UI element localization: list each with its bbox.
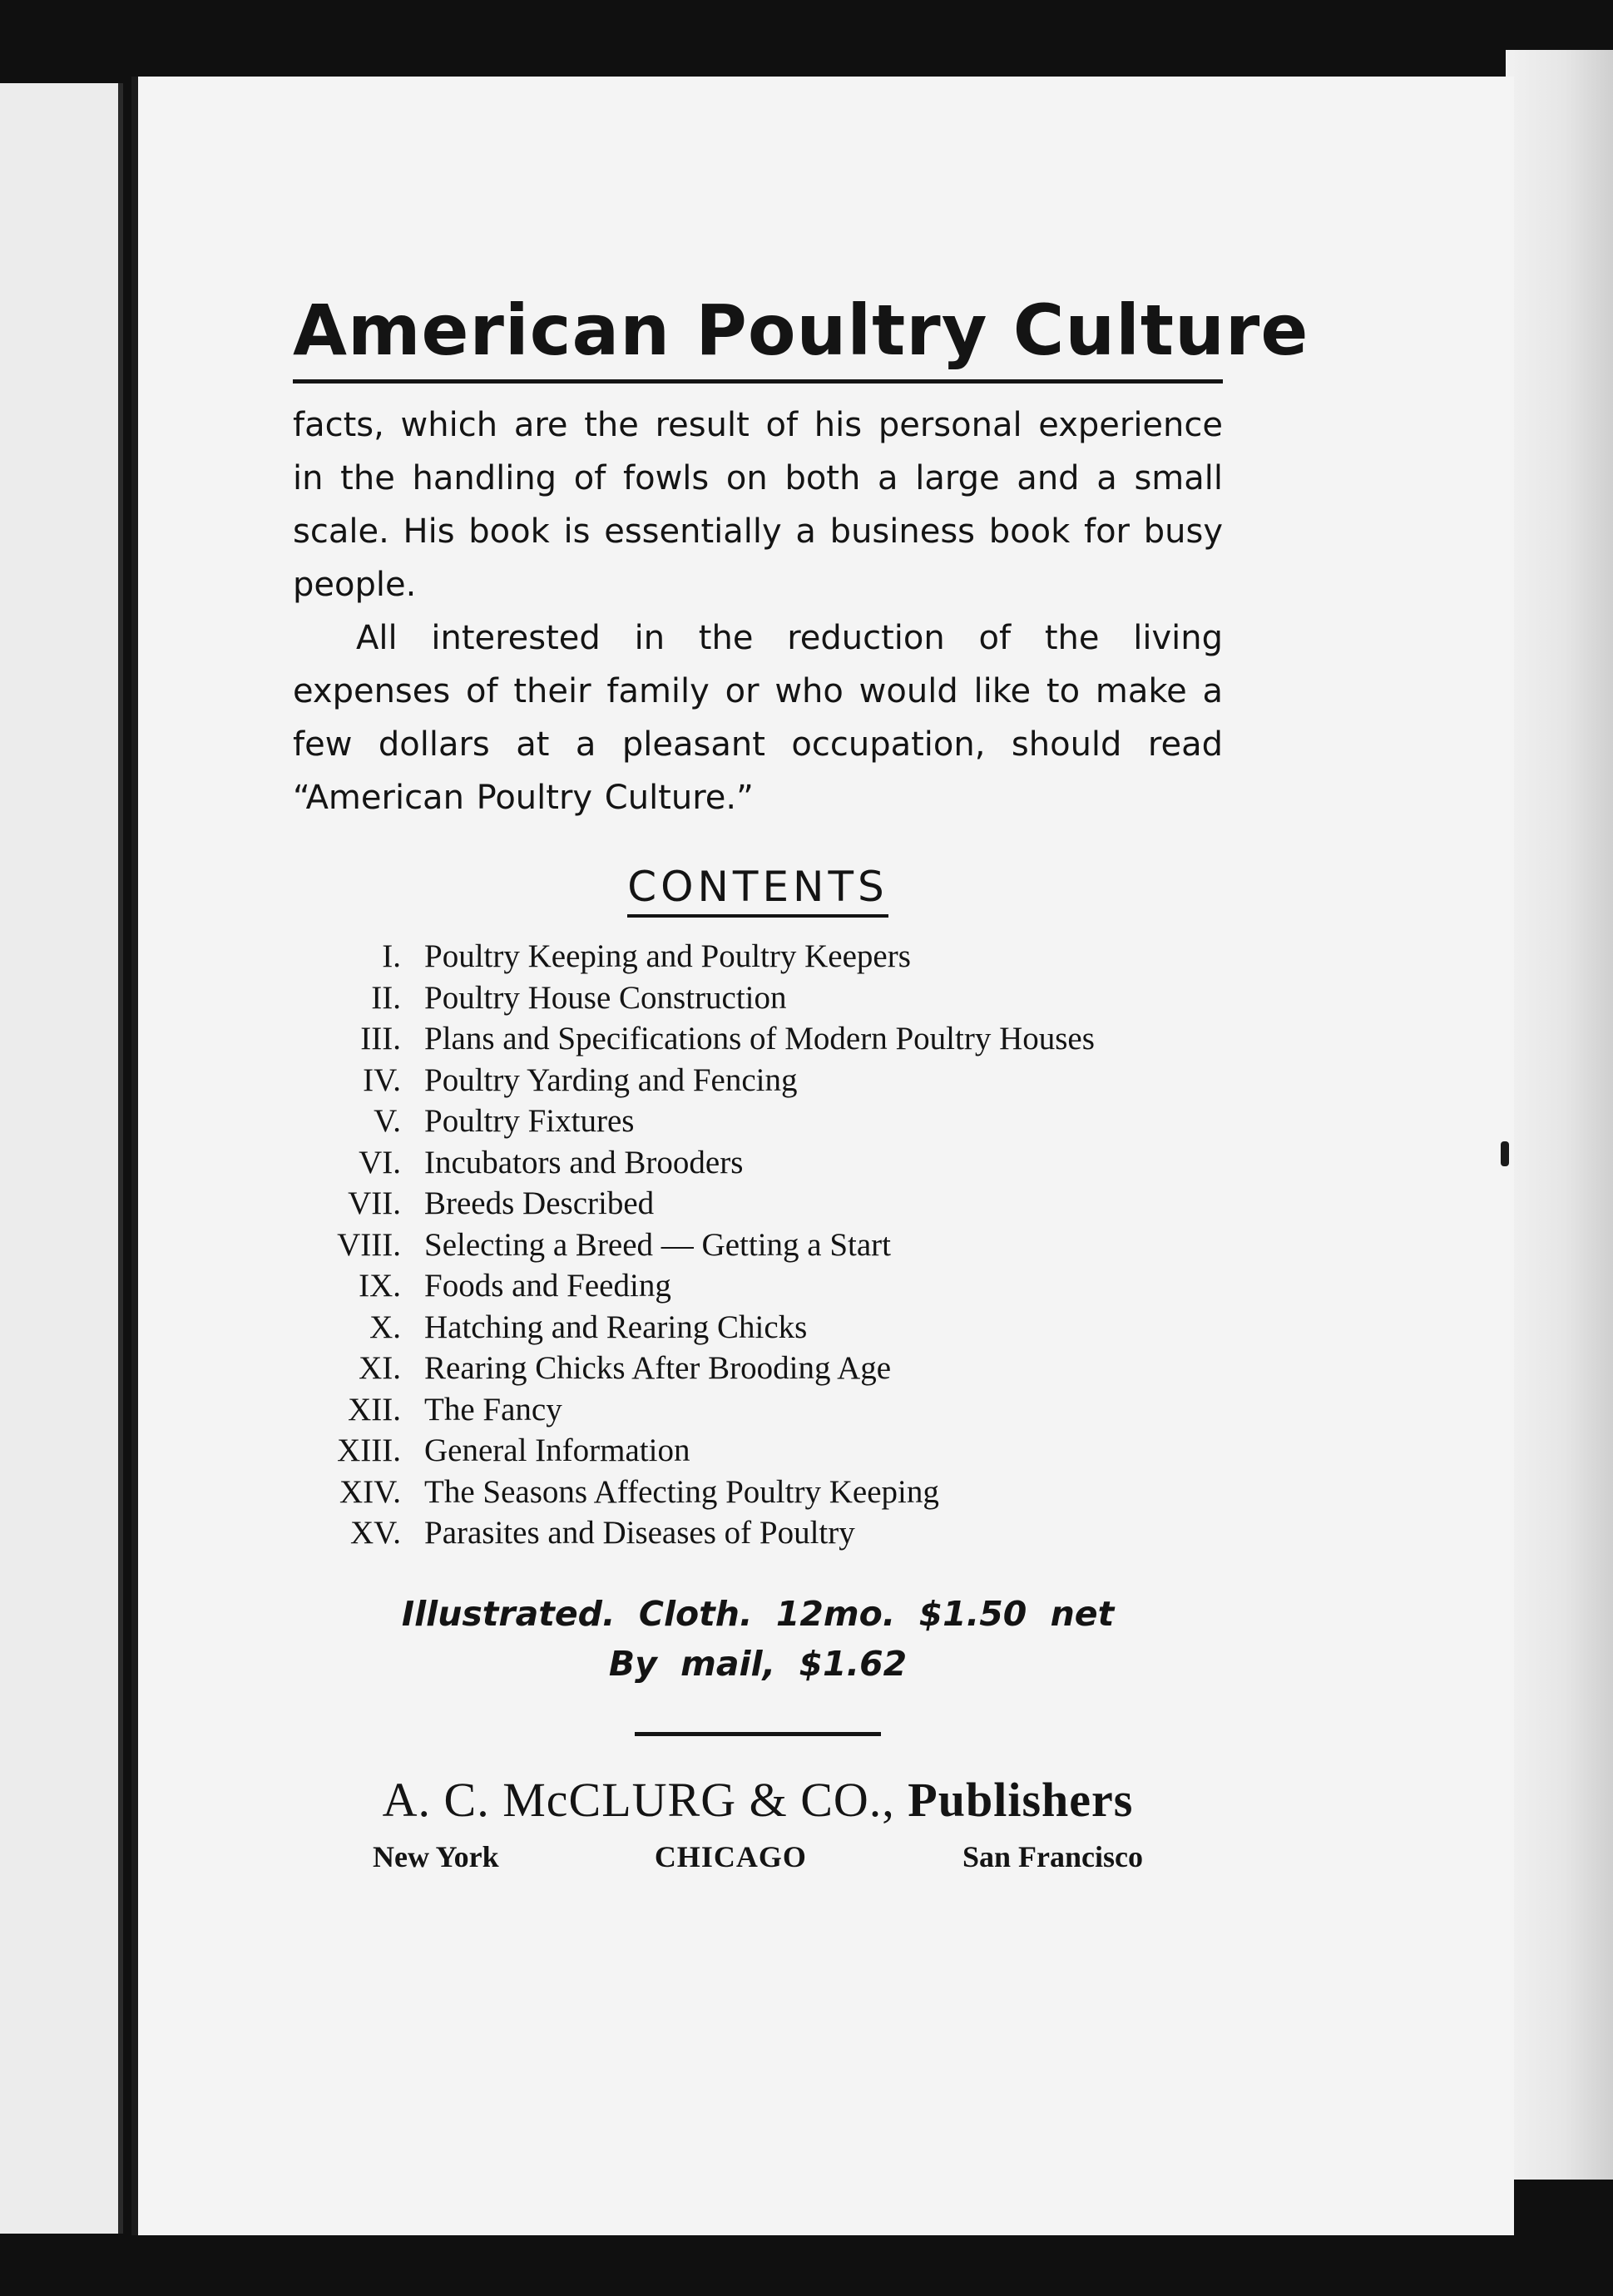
toc-chapter-title: Parasites and Diseases of Poultry	[424, 1515, 855, 1551]
toc-chapter-title: General Information	[424, 1433, 690, 1468]
toc-item	[293, 1101, 1223, 1142]
toc-item	[293, 1472, 1223, 1513]
toc-chapter-number: XIV.	[339, 1473, 401, 1510]
toc-item	[293, 1018, 1223, 1060]
toc-chapter-title: The Fancy	[424, 1391, 562, 1428]
toc-chapter-number: VII.	[348, 1185, 401, 1221]
toc-item	[293, 1265, 1223, 1307]
publisher-name-prefix: A. C. McCLURG & CO.,	[382, 1772, 895, 1827]
table-of-contents	[293, 936, 1223, 1554]
publisher-name-suffix: Publishers	[908, 1772, 1134, 1827]
toc-chapter-number: XII.	[348, 1391, 401, 1428]
toc-item	[293, 1430, 1223, 1472]
city-san-francisco: San Francisco	[962, 1839, 1143, 1873]
toc-chapter-number: III.	[360, 1021, 401, 1056]
toc-chapter-number: IX.	[359, 1268, 401, 1304]
toc-item	[293, 1389, 1223, 1431]
toc-chapter-title: Poultry Fixtures	[424, 1103, 635, 1139]
toc-chapter-title: Selecting a Breed — Getting a Start	[424, 1226, 892, 1263]
toc-chapter-number: XIII.	[337, 1433, 401, 1468]
toc-item	[293, 1512, 1223, 1554]
toc-chapter-title: The Seasons Affecting Poultry Keeping	[424, 1473, 939, 1510]
page-title: American Poultry Culture	[293, 289, 1309, 371]
toc-chapter-number: X.	[369, 1309, 401, 1345]
contents-heading	[293, 863, 1223, 918]
toc-item	[293, 977, 1223, 1019]
toc-chapter-title: Incubators and Brooders	[424, 1144, 744, 1180]
toc-chapter-number: XI.	[359, 1350, 401, 1386]
toc-chapter-number: I.	[382, 938, 401, 974]
toc-chapter-number: XV.	[349, 1515, 401, 1551]
toc-item	[293, 936, 1223, 977]
page-content	[293, 285, 1309, 1878]
city-new-york: New York	[373, 1839, 499, 1873]
book-page	[131, 77, 1514, 2235]
toc-chapter-title: Foods and Feeding	[424, 1268, 671, 1304]
previous-page-edge	[0, 83, 123, 2234]
price-line-1: Illustrated. Cloth. 12mo. $1.50 net	[401, 1593, 1115, 1634]
page-edge-mark	[1501, 1141, 1509, 1166]
toc-chapter-number: V.	[374, 1103, 401, 1139]
publisher-cities	[293, 1831, 1223, 1878]
toc-chapter-title: Plans and Specifications of Modern Poultry Houses	[424, 1021, 1095, 1056]
toc-item	[293, 1142, 1223, 1184]
toc-chapter-number: VI.	[359, 1144, 401, 1180]
toc-chapter-number: II.	[371, 979, 401, 1016]
divider-rule	[635, 1732, 881, 1736]
toc-chapter-title: Breeds Described	[424, 1185, 655, 1221]
toc-chapter-title: Poultry Keeping and Poultry Keepers	[424, 938, 911, 974]
price-line-2: By mail, $1.62	[608, 1643, 908, 1684]
toc-chapter-number: IV.	[363, 1061, 401, 1098]
toc-item	[293, 1060, 1223, 1101]
title-underline	[293, 379, 1223, 383]
toc-chapter-title: Rearing Chicks After Brooding Age	[424, 1350, 892, 1386]
contents-heading-text: CONTENTS	[627, 863, 888, 918]
price-info	[293, 1589, 1223, 1689]
toc-item	[293, 1307, 1223, 1348]
toc-item	[293, 1348, 1223, 1389]
toc-item	[293, 1225, 1223, 1266]
next-page-edge	[1506, 50, 1613, 2180]
toc-item	[293, 1183, 1223, 1225]
toc-chapter-number: VIII.	[337, 1226, 401, 1263]
city-chicago: CHICAGO	[654, 1839, 807, 1873]
description-paragraph-1: facts, which are the result of his personal experience in the handling of fowls on both a large and a small scale. His book is essentially a business book for busy people.	[293, 406, 1223, 604]
toc-chapter-title: Hatching and Rearing Chicks	[424, 1309, 808, 1345]
toc-chapter-title: Poultry House Construction	[424, 979, 787, 1016]
publisher-name	[293, 1769, 1223, 1831]
description-paragraph-2: All interested in the reduction of the living expenses of their family or who would like to make a few dollars at a pleasant occupation, should read “American Poultry Culture.”	[293, 619, 1223, 817]
toc-chapter-title: Poultry Yarding and Fencing	[424, 1061, 798, 1098]
